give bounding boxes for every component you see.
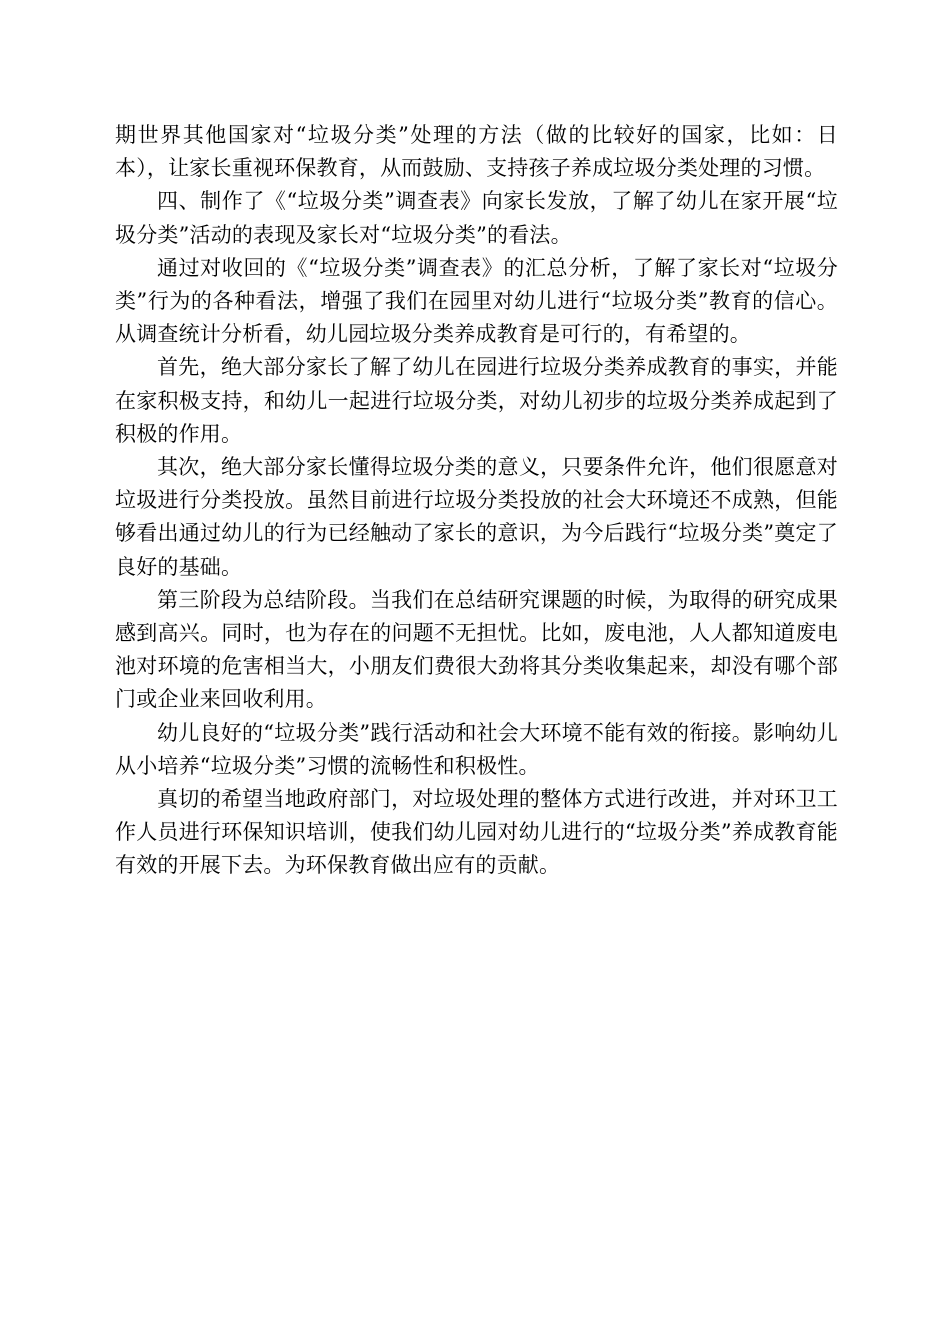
- paragraph-stage-three: 第三阶段为总结阶段。当我们在总结研究课题的时候，为取得的研究成果感到高兴。同时，也为存在的问题不无担忧。比如，废电池，人人都知道废电池对环境的危害相当大，小朋友们费很大劲将其分类收集起来，却没有哪个部门或企业来回收利用。: [115, 587, 838, 712]
- paragraph-continuation: 期世界其他国家对“垃圾分类”处理的方法（做的比较好的国家，比如：日本），让家长重视环保教育，从而鼓励、支持孩子养成垃圾分类处理的习惯。: [115, 123, 838, 181]
- paragraph-environment-gap: 幼儿良好的“垃圾分类”践行活动和社会大环境不能有效的衔接。影响幼儿从小培养“垃圾分类”习惯的流畅性和积极性。: [115, 720, 838, 778]
- paragraph-survey-distribution: 四、制作了《“垃圾分类”调查表》向家长发放，了解了幼儿在家开展“垃圾分类”活动的表现及家长对“垃圾分类”的看法。: [115, 189, 838, 247]
- document-page: [115, 119, 838, 883]
- paragraph-first-finding: 首先，绝大部分家长了解了幼儿在园进行垃圾分类养成教育的事实，并能在家积极支持，和幼儿一起进行垃圾分类，对幼儿初步的垃圾分类养成起到了积极的作用。: [115, 355, 838, 446]
- paragraph-second-finding: 其次，绝大部分家长懂得垃圾分类的意义，只要条件允许，他们很愿意对垃圾进行分类投放。虽然目前进行垃圾分类投放的社会大环境还不成熟，但能够看出通过幼儿的行为已经触动了家长的意识，为今后践行“垃圾分类”奠定了良好的基础。: [115, 455, 838, 579]
- paragraph-hope: 真切的希望当地政府部门，对垃圾处理的整体方式进行改进，并对环卫工作人员进行环保知识培训，使我们幼儿园对幼儿进行的“垃圾分类”养成教育能有效的开展下去。为环保教育做出应有的贡献。: [115, 787, 838, 878]
- paragraph-survey-analysis: 通过对收回的《“垃圾分类”调查表》的汇总分析，了解了家长对“垃圾分类”行为的各种看法，增强了我们在园里对幼儿进行“垃圾分类”教育的信心。从调查统计分析看，幼儿园垃圾分类养成教育是可行的，有希望的。: [115, 255, 838, 347]
